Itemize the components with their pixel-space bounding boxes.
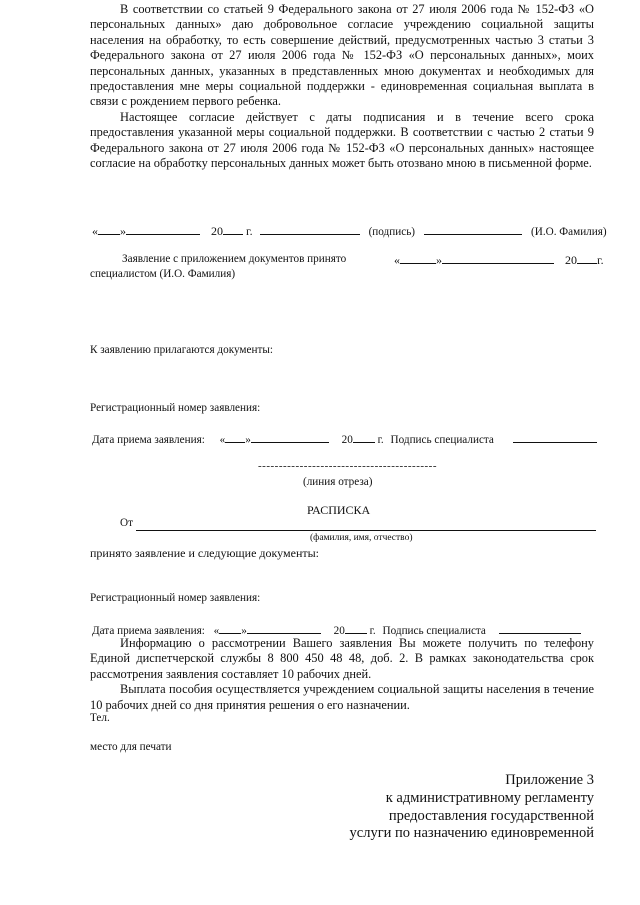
- quote-close: »: [120, 224, 126, 238]
- signature-label: Подпись специалиста: [390, 434, 494, 446]
- registration-number-label: Регистрационный номер заявления:: [90, 402, 261, 414]
- year-prefix: 20: [211, 224, 223, 238]
- receipt-date-row: [92, 432, 597, 446]
- receipt-from: От: [120, 517, 133, 529]
- accepted-date-row: [394, 253, 604, 268]
- year-prefix: 20: [341, 434, 353, 446]
- signature-blank[interactable]: [260, 224, 360, 235]
- day-blank[interactable]: [98, 224, 120, 235]
- signature-blank[interactable]: [499, 623, 581, 634]
- fio-blank[interactable]: [136, 530, 596, 531]
- signature-hint: (подпись): [368, 226, 416, 238]
- receipt-date-row-2: [92, 623, 581, 637]
- receipt-payment: Выплата пособия осуществляется учреждением социальной защиты населения в течение 10 рабочих дней со дня принятия решения о его назначении.: [90, 682, 594, 712]
- signature-label: Подпись специалиста: [382, 625, 486, 637]
- quote-open: «: [213, 625, 220, 637]
- consent-paragraph-2: Настоящее согласие действует с даты подписания и в течение всего срока предоставления указанной меры социальной поддержки. В соответствии с частью 2 статьи 9 Федерального закона от 27 июля 2006 года № 152-ФЗ «О персональных данных» настоящее согласие на обработку персональных данных может быть отозвано мною в письменной форме.: [90, 109, 594, 171]
- signature-blank[interactable]: [513, 432, 597, 443]
- quote-close: »: [241, 625, 247, 637]
- day-blank[interactable]: [400, 253, 436, 264]
- year-blank[interactable]: [345, 623, 367, 634]
- date-label: Дата приема заявления:: [92, 434, 205, 446]
- year-suffix: г.: [246, 224, 253, 238]
- year-prefix: 20: [333, 625, 345, 637]
- receipt-info: Информацию о рассмотрении Вашего заявления Вы можете получить по телефону Единой диспетчерской службы 8 800 450 48 48, доб. 2. В рамках законодательства срок рассмотрения заявления составляет 10 рабочих дней.: [90, 636, 594, 681]
- receipt-title: РАСПИСКА: [307, 503, 371, 517]
- quote-open: «: [219, 434, 226, 446]
- date-label: Дата приема заявления:: [92, 625, 205, 637]
- day-blank[interactable]: [219, 623, 241, 634]
- quote-close: »: [245, 434, 251, 446]
- appendix-line-4: услуги по назначению единовременной: [349, 825, 594, 841]
- signature-row: [92, 224, 607, 239]
- accepted-text: Заявление с приложением документов принято: [122, 253, 347, 265]
- attached-documents-label: К заявлению прилагаются документы:: [90, 344, 273, 356]
- receipt-registration-number: Регистрационный номер заявления:: [90, 592, 261, 604]
- consent-block: [90, 2, 594, 171]
- receipt-info-block: [90, 636, 594, 713]
- cut-line: -------------------------------------------: [258, 460, 438, 472]
- year-prefix: 20: [565, 253, 577, 267]
- appendix-line-2: к административному регламенту: [385, 790, 594, 806]
- cut-line-label: (линия отреза): [303, 476, 373, 488]
- name-blank[interactable]: [424, 224, 522, 235]
- receipt-accepted: принято заявление и следующие документы:: [90, 546, 320, 560]
- quote-open: «: [92, 224, 98, 238]
- year-blank[interactable]: [577, 253, 597, 264]
- name-hint: (И.О. Фамилия): [531, 226, 607, 238]
- year-suffix: г.: [597, 253, 604, 267]
- month-blank[interactable]: [126, 224, 200, 235]
- fio-hint: (фамилия, имя, отчество): [310, 533, 413, 543]
- appendix-line-1: Приложение 3: [505, 772, 594, 788]
- consent-paragraph-1: В соответствии со статьей 9 Федерального закона от 27 июля 2006 года № 152-ФЗ «О персональных данных» даю добровольное согласие учреждению социальной защиты населения на обработку, то есть совершение действий, предусмотренных частью 3 статьи 3 Федерального закона от 27 июля 2006 года № 152-ФЗ «О персональных данных», моих персональных данных, указанных в представленных мною документах и необходимых для предоставления мне меры социальной поддержки - единовременная социальная выплата в связи с рождением первого ребенка.: [90, 2, 594, 109]
- receipt-tel: Тел.: [90, 712, 110, 724]
- year-suffix: г.: [369, 625, 376, 637]
- year-blank[interactable]: [353, 432, 375, 443]
- year-suffix: г.: [377, 434, 384, 446]
- year-blank[interactable]: [223, 224, 243, 235]
- accepted-line-2: специалистом (И.О. Фамилия): [90, 268, 236, 280]
- day-blank[interactable]: [225, 432, 245, 443]
- quote-close: »: [436, 253, 442, 267]
- stamp-place: место для печати: [90, 741, 172, 753]
- accepted-line-1: [122, 253, 346, 265]
- quote-open: «: [394, 253, 400, 267]
- month-blank[interactable]: [251, 432, 329, 443]
- month-blank[interactable]: [442, 253, 554, 264]
- month-blank[interactable]: [247, 623, 321, 634]
- appendix-line-3: предоставления государственной: [388, 808, 594, 824]
